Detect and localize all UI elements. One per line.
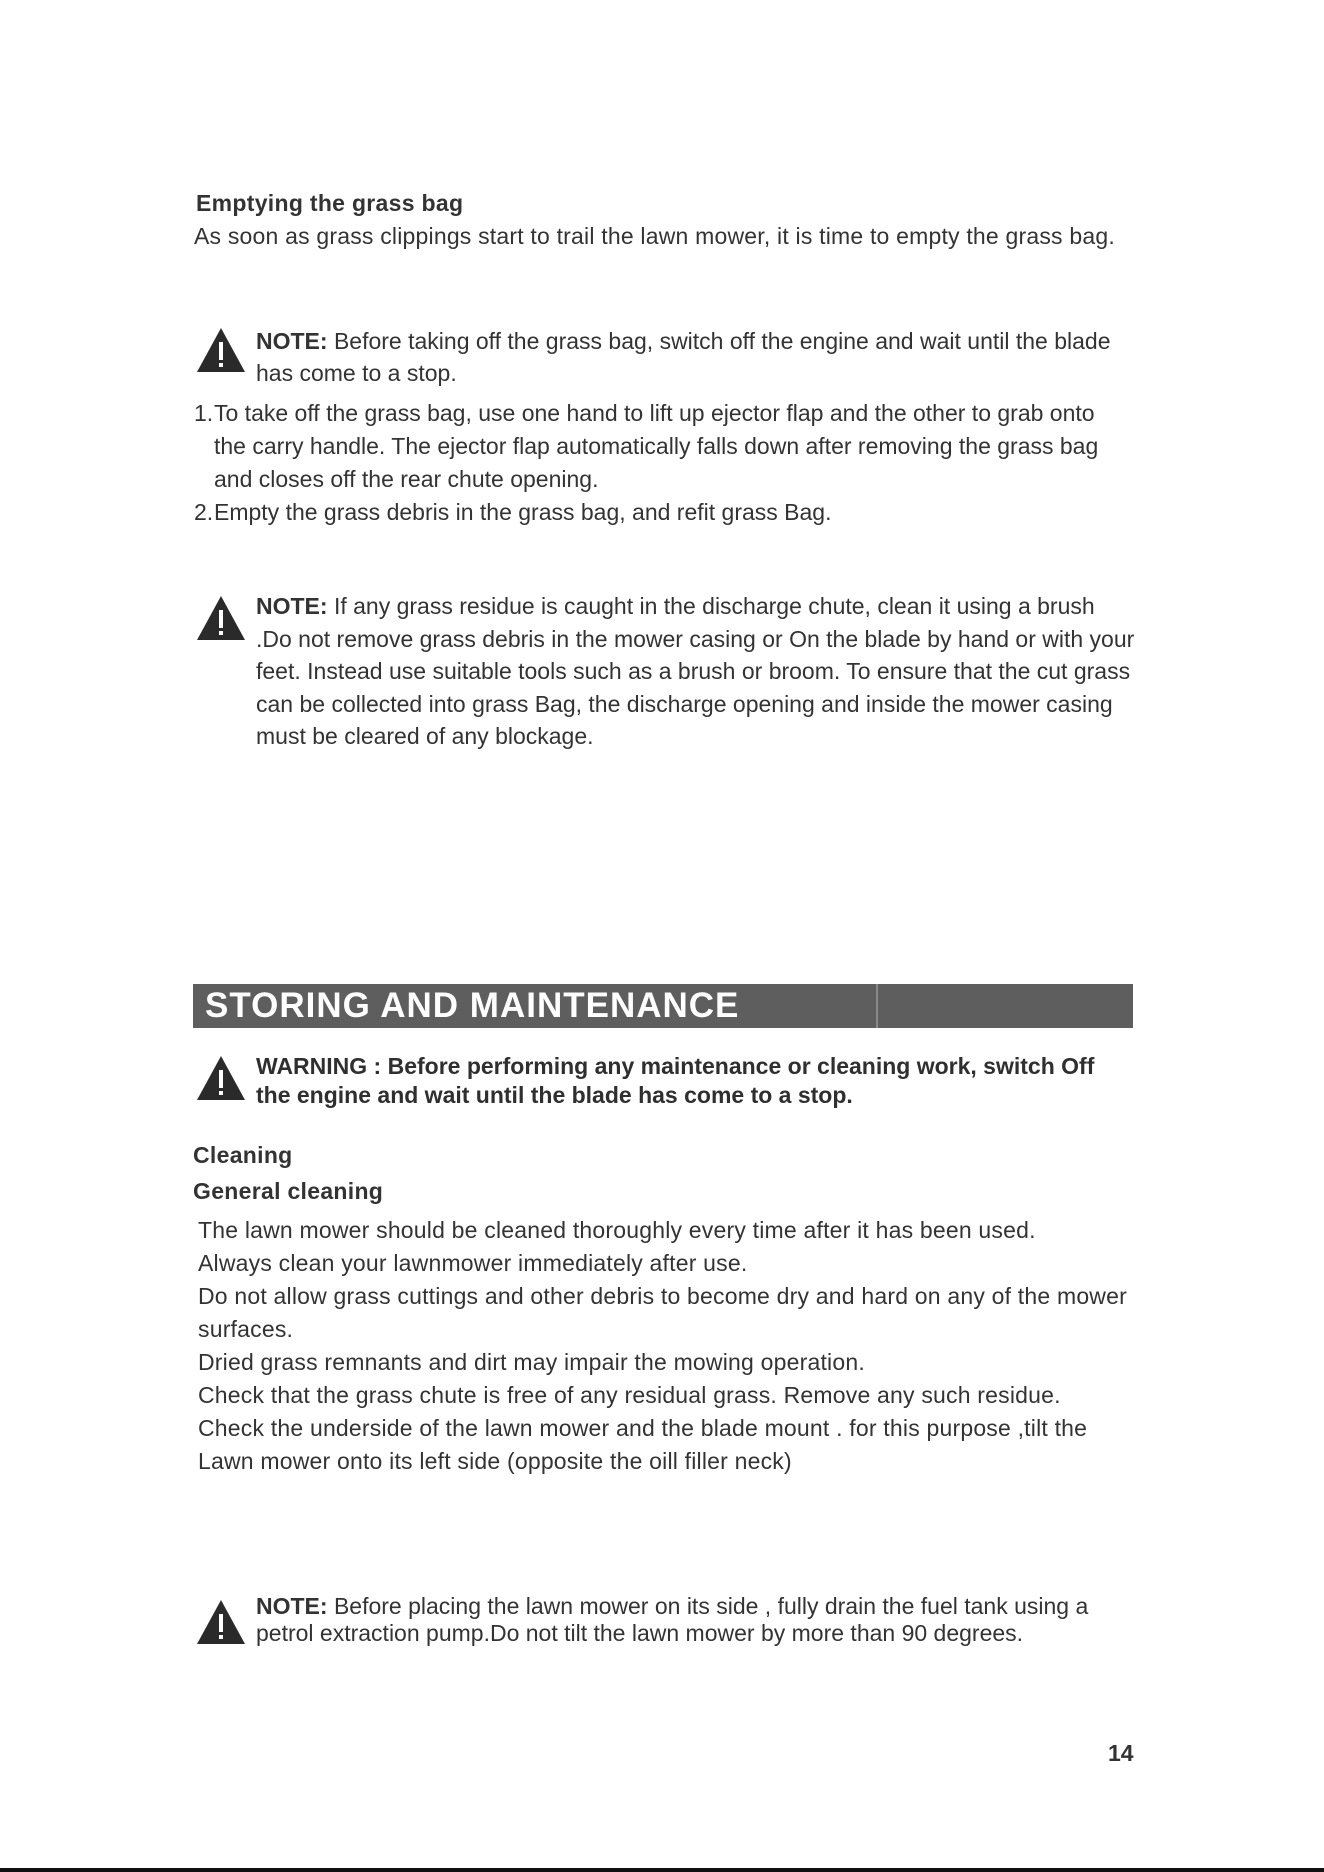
banner-divider — [876, 984, 878, 1028]
section-banner — [193, 984, 1133, 1028]
note-fuel-tank — [256, 1593, 1136, 1647]
note-remove-bag — [256, 325, 1136, 389]
cleaning-paragraph: Check that the grass chute is free of any residual grass. Remove any such residue. — [198, 1382, 1061, 1408]
step-text: To take off the grass bag, use one hand to lift up ejector flap and the other to grab onto the carry handle. The ejector flap automatically falls down after removing the grass bag and closes off the rear chute opening. — [214, 400, 1099, 492]
bottom-border — [0, 1868, 1324, 1872]
list-item — [194, 397, 1124, 496]
step-text: Empty the grass debris in the grass bag, and refit grass Bag. — [214, 499, 832, 525]
warning-triangle-icon — [195, 594, 247, 642]
note-text: Before placing the lawn mower on its side , fully drain the fuel tank using a petrol extraction pump.Do not tilt the lawn mower by more than 90 degrees. — [256, 1593, 1089, 1646]
step-number: 2. — [194, 499, 214, 525]
page-number: 14 — [1108, 1740, 1134, 1766]
note-text: If any grass residue is caught in the discharge chute, clean it using a brush .Do not remove grass debris in the mower casing or On the blade by hand or with your feet. Instead use suitable tools such as a brush or broom. To ensure that the cut grass can be collected into grass Bag, the discharge opening and inside the mower casing must be cleared of any blockage. — [256, 593, 1135, 749]
cleaning-paragraph: Do not allow grass cuttings and other debris to become dry and hard on any of the mower surfaces. — [198, 1283, 1127, 1342]
banner-title: STORING AND MAINTENANCE — [205, 986, 740, 1025]
note-text: Before taking off the grass bag, switch off the engine and wait until the blade has come to a stop. — [256, 328, 1111, 386]
heading-emptying-grass-bag: Emptying the grass bag — [196, 190, 464, 216]
maintenance-warning: WARNING : Before performing any maintenance or cleaning work, switch Off the engine and wait until the blade has come to a stop. — [256, 1053, 1095, 1108]
intro-paragraph: As soon as grass clippings start to trail the lawn mower, it is time to empty the grass bag. — [194, 223, 1115, 249]
step-number: 1. — [194, 400, 214, 426]
warning-triangle-icon — [195, 1054, 247, 1102]
note-label: NOTE: — [256, 1593, 328, 1619]
note-label: NOTE: — [256, 328, 328, 354]
note-label: NOTE: — [256, 593, 328, 619]
note-discharge-chute — [256, 590, 1136, 753]
cleaning-paragraph: Check the underside of the lawn mower and the blade mount . for this purpose ,tilt the Lawn mower onto its left side (opposite the oill filler neck) — [198, 1415, 1088, 1474]
steps-list — [194, 397, 1124, 529]
cleaning-paragraph: Dried grass remnants and dirt may impair the mowing operation. — [198, 1349, 865, 1375]
list-item — [194, 496, 1124, 529]
heading-general-cleaning: General cleaning — [193, 1178, 384, 1204]
warning-triangle-icon — [195, 1598, 247, 1646]
warning-triangle-icon — [195, 326, 247, 374]
cleaning-paragraph: Always clean your lawnmower immediately after use. — [198, 1250, 748, 1276]
cleaning-paragraphs — [198, 1214, 1128, 1478]
cleaning-paragraph: The lawn mower should be cleaned thoroughly every time after it has been used. — [198, 1217, 1036, 1243]
heading-cleaning: Cleaning — [193, 1142, 293, 1168]
